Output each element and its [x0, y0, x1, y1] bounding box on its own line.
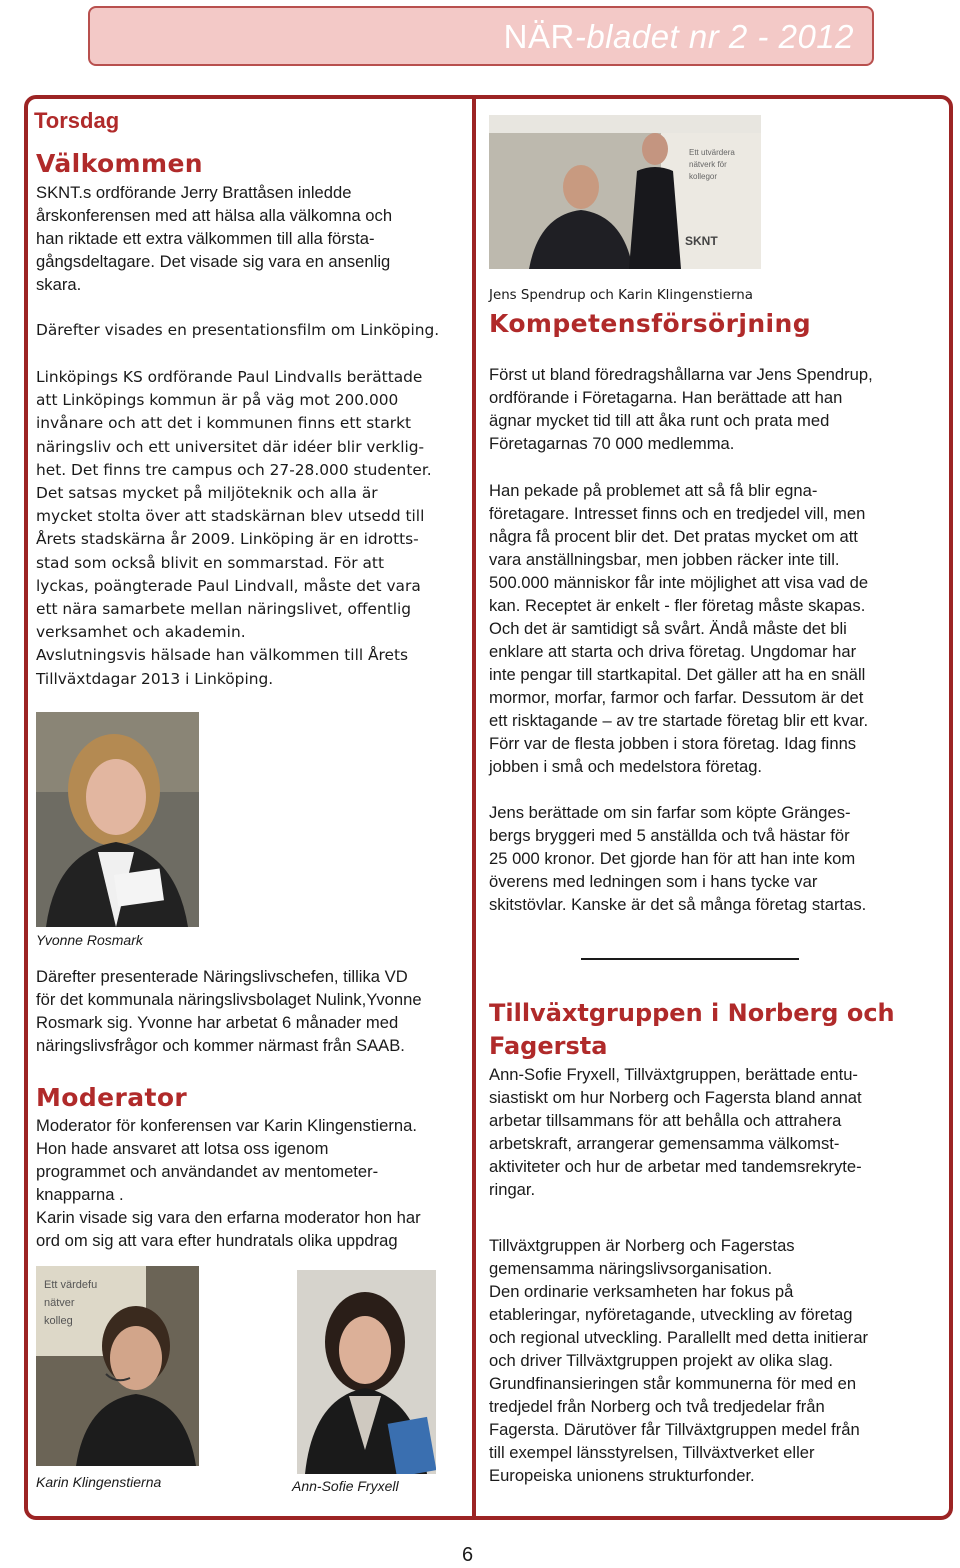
title-nar: NÄR [503, 18, 575, 55]
photo-yvonne [36, 712, 199, 927]
komp-p1: Först ut bland föredragshållarna var Jens Spendrup, ordförande i Företagarna. Han berättade att han ägnar mycket tid till att åka runt och prata med Företagarnas 70 000 medlemma. [489, 365, 873, 453]
svg-text:Ett utvärdera: Ett utvärdera [689, 148, 735, 157]
welcome-heading: Välkommen [36, 149, 204, 178]
photo-karin [36, 1266, 199, 1466]
photo-jens-karin [489, 115, 761, 269]
svg-text:kollegor: kollegor [689, 172, 718, 181]
moderator-text: Moderator för konferensen var Karin Klingenstierna. Hon hade ansvaret att lotsa oss igenom programmet och användandet av mentometer- knapparna . Karin visade sig vara den erfarna moderator hon har ord om sig att vara efter hundratals olika uppdrag [36, 1116, 421, 1250]
yvonne-caption: Yvonne Rosmark [36, 932, 143, 948]
column-divider [472, 95, 476, 1520]
title-rest: -bladet nr 2 - 2012 [574, 18, 854, 55]
photo-annsofie [297, 1270, 436, 1474]
svg-text:SKNT: SKNT [685, 234, 718, 248]
linkoping-text: Linköpings KS ordförande Paul Lindvalls berättade att Linköpings kommun är på väg mot 200.000 invånare och att det i kommunen finns ett starkt näringsliv och ett universitet där idéer blir verklig- het. Det finns tre campus och 27-28.000 studenter. Det satsas mycket på miljöteknik och alla är mycket stolta över att stadskärnan blev utsedd till Årets stadskärna år 2009. Linköping är en idrotts- stad som också blivit en sommarstad. För att lyckas, poängterade Paul Lindvall, måste det vara ett nära samarbete mellan näringslivet, offentlig verksamhet och akademin. Avslutningsvis hälsade han välkommen till Årets Tillväxtdagar 2013 i Linköping. [36, 368, 432, 688]
page-number: 6 [462, 1544, 474, 1566]
day-label: Torsdag [34, 108, 120, 133]
svg-text:kolleg: kolleg [44, 1315, 73, 1327]
karin-caption: Karin Klingenstierna [36, 1474, 162, 1490]
svg-text:nätverk för: nätverk för [689, 160, 727, 169]
section-rule [581, 958, 799, 960]
moderator-heading: Moderator [36, 1083, 188, 1112]
film-text: Därefter visades en presentationsfilm om Linköping. [36, 321, 440, 339]
yvonne-text: Därefter presenterade Näringslivschefen, tillika VD för det kommunala näringslivsbolaget Nulink,Yvonne Rosmark sig. Yvonne har arbetat 6 månader med näringslivsfrågor och kommer närmast från SAAB. [36, 967, 422, 1055]
annsofie-caption: Ann-Sofie Fryxell [292, 1478, 399, 1494]
tillvaxt-heading: Tillväxtgruppen i Norberg och Fagersta [489, 999, 895, 1060]
komp-p2: Han pekade på problemet att så få blir egna- företagare. Intresset finns och en tredjedel vill, men några få procent blir det. Det pratas mycket om att vara anställningsbar, men jobben räcker inte till. 500.000 människor får inte möjlighet att visa vad de kan. Receptet är enkelt - fler företag måste skapas. Och det är samtidigt så svårt. Ändå måste det bli enklare att starta och driva företag. Ungdomar har inte pengar till startkapital. Det gäller att ha en snäll mormor, morfar, farmor och farfar. Dessutom är det ett risktagande – av tre startade företag blir ett kvar. Förr var de flesta jobben i stora företag. Idag finns jobben i små och medelstora företag. [489, 481, 869, 776]
komp-p3: Jens berättade om sin farfar som köpte Gränges- bergs bryggeri med 5 anställda och två hästar för 25 000 kronor. Det gjorde han för att han inte kom överens med ledningen som i hans tycke var skitstövlar. Kanske är det så många företag startas. [489, 803, 867, 914]
svg-text:nätver: nätver [44, 1297, 75, 1309]
komp-heading: Kompetensförsörjning [489, 309, 811, 338]
svg-text:Ett värdefu: Ett värdefu [44, 1279, 98, 1291]
header-band [88, 6, 874, 66]
welcome-text: SKNT.s ordförande Jerry Brattåsen inledde årskonferensen med att hälsa alla välkomna och han riktade ett extra välkommen till alla första- gångsdeltagare. Det visade sig vara en ansenlig skara. [36, 183, 393, 294]
tillvaxt-p1: Ann-Sofie Fryxell, Tillväxtgruppen, berättade entu- siastiskt om hur Norberg och Fagersta bland annat arbetar tillsammans för att behålla och attrahera arbetskraft, arrangerar gemensamma välkomst- aktiviteter och hur de arbetar med tandemsrekryte- ringar. [489, 1065, 862, 1199]
tillvaxt-p2: Tillväxtgruppen är Norberg och Fagerstas gemensamma näringslivsorganisation. Den ordinarie verksamheten har fokus på etableringar, nyföretagande, utveckling av företag och regional utveckling. Parallellt med detta initierar och driver Tillväxtgruppen projekt av olika slag. Grundfinansieringen står kommunerna för med en tredjedel från Norberg och två tredjedelar från Fagersta. Därutöver får Tillväxtgruppen medel från till exempel länsstyrelsen, Tillväxtverket eller Europeiska unionens strukturfonder. [489, 1236, 869, 1485]
page-title [504, 18, 854, 56]
photo-caption-jens: Jens Spendrup och Karin Klingenstierna [489, 288, 753, 303]
